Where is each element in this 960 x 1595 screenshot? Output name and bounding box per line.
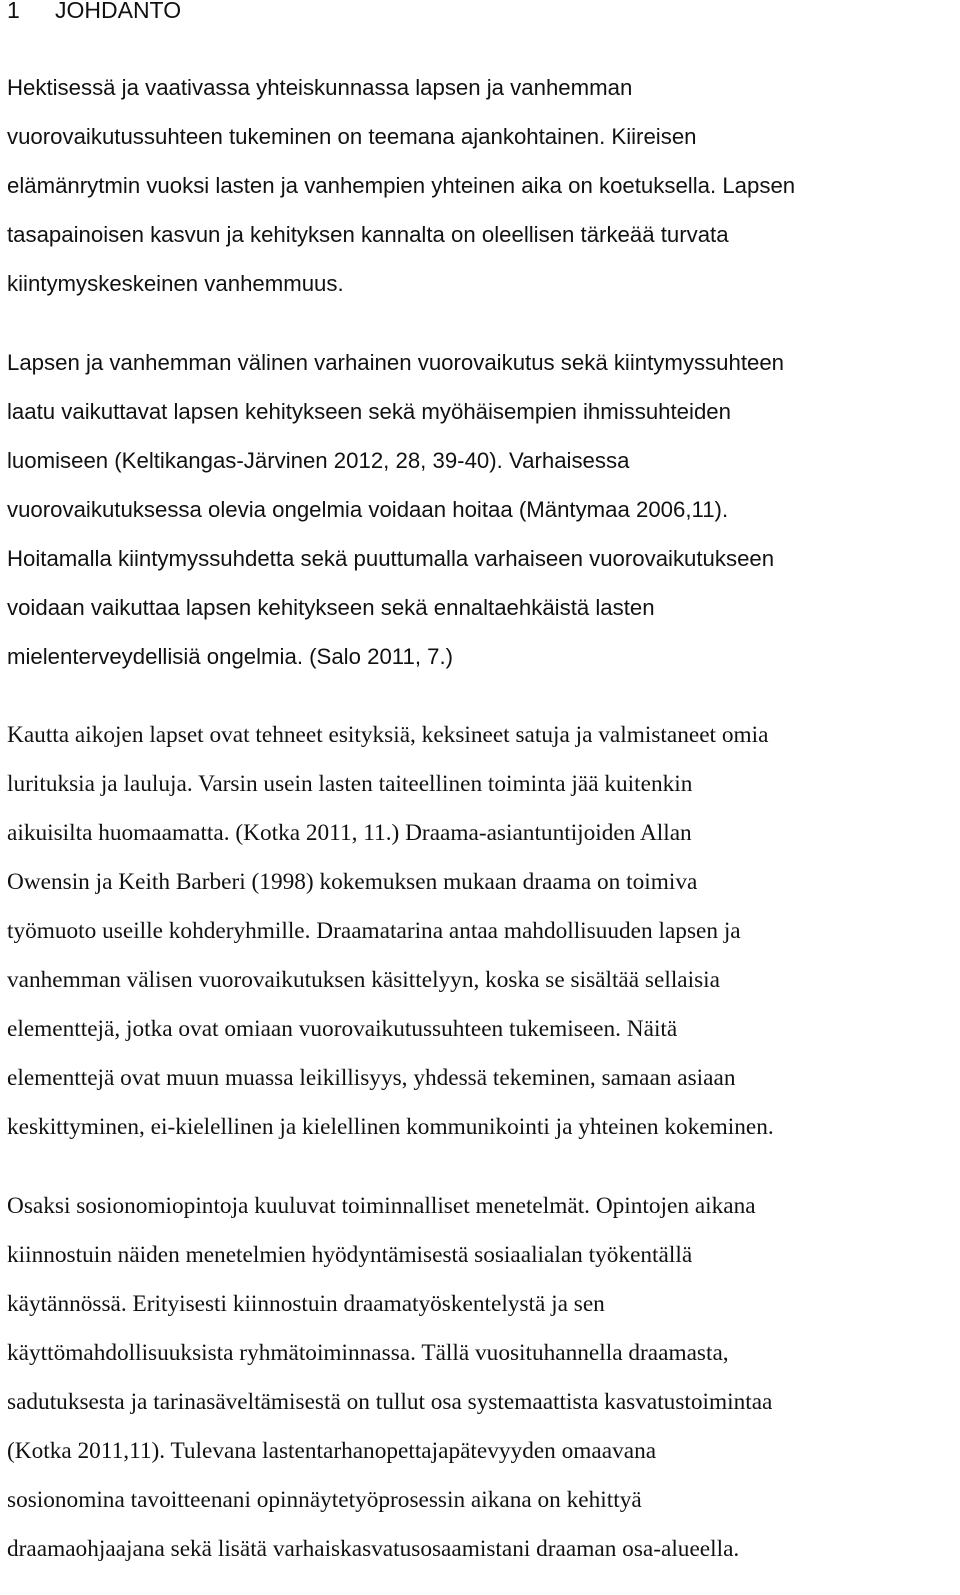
paragraph-line: elementtejä ovat muun muassa leikillisyys, yhdessä tekeminen, samaan asiaan (7, 1065, 736, 1091)
paragraph-line: draamaohjaajana sekä lisätä varhaiskasvatusosaamistani draaman osa-alueella. (7, 1536, 740, 1562)
paragraph-line: käyttömahdollisuuksista ryhmätoiminnassa. Tällä vuosituhannella draamasta, (7, 1340, 729, 1366)
paragraph-line: Kautta aikojen lapset ovat tehneet esityksiä, keksineet satuja ja valmistaneet omia (7, 722, 769, 748)
paragraph-line: elämänrytmin vuoksi lasten ja vanhempien yhteinen aika on koetuksella. Lapsen (7, 173, 796, 198)
paragraph-line: tasapainoisen kasvun ja kehityksen kannalta on oleellisen tärkeää turvata (7, 222, 729, 247)
paragraph-line: Osaksi sosionomiopintoja kuuluvat toiminnalliset menetelmät. Opintojen aikana (7, 1193, 756, 1219)
paragraph-line: luomiseen (Keltikangas-Järvinen 2012, 28, 39-40). Varhaisessa (7, 448, 630, 473)
paragraph-line: Hektisessä ja vaativassa yhteiskunnassa lapsen ja vanhemman (7, 75, 633, 100)
paragraph-line: käytännössä. Erityisesti kiinnostuin draamatyöskentelystä ja sen (7, 1291, 605, 1317)
paragraph-line: Hoitamalla kiintymyssuhdetta sekä puuttumalla varhaiseen vuorovaikutukseen (7, 546, 775, 571)
paragraph-drama (7, 711, 774, 1152)
section-heading (7, 0, 181, 24)
paragraph-line: kiintymyskeskeinen vanhemmuus. (7, 271, 344, 296)
paragraph-line: sosionomina tavoitteenani opinnäytetyöprosessin aikana on kehittyä (7, 1487, 642, 1513)
paragraph-attachment (7, 338, 784, 681)
paragraph-studies (7, 1182, 772, 1574)
paragraph-line: Owensin ja Keith Barberi (1998) kokemuksen mukaan draama on toimiva (7, 869, 698, 895)
section-title: JOHDANTO (55, 0, 182, 23)
paragraph-line: mielenterveydellisiä ongelmia. (Salo 2011, 7.) (7, 644, 454, 669)
paragraph-line: vanhemman välisen vuorovaikutuksen käsittelyyn, koska se sisältää sellaisia (7, 967, 720, 993)
paragraph-intro (7, 63, 795, 308)
section-number: 1 (7, 0, 20, 23)
paragraph-line: Lapsen ja vanhemman välinen varhainen vuorovaikutus sekä kiintymyssuhteen (7, 350, 785, 375)
paragraph-line: (Kotka 2011,11). Tulevana lastentarhanopettajapätevyyden omaavana (7, 1438, 657, 1464)
paragraph-line: voidaan vaikuttaa lapsen kehitykseen sekä ennaltaehkäistä lasten (7, 595, 655, 620)
paragraph-line: elementtejä, jotka ovat omiaan vuorovaikutussuhteen tukemiseen. Näitä (7, 1016, 678, 1042)
paragraph-line: kiinnostuin näiden menetelmien hyödyntämisestä sosiaalialan työkentällä (7, 1242, 693, 1268)
paragraph-line: keskittyminen, ei-kielellinen ja kielellinen kommunikointi ja yhteinen kokeminen. (7, 1114, 774, 1140)
paragraph-line: työmuoto useille kohderyhmille. Draamatarina antaa mahdollisuuden lapsen ja (7, 918, 741, 944)
paragraph-line: vuorovaikutussuhteen tukeminen on teemana ajankohtainen. Kiireisen (7, 124, 697, 149)
paragraph-line: vuorovaikutuksessa olevia ongelmia voidaan hoitaa (Mäntymaa 2006,11). (7, 497, 729, 522)
paragraph-line: aikuisilta huomaamatta. (Kotka 2011, 11.) Draama-asiantuntijoiden Allan (7, 820, 692, 846)
paragraph-line: laatu vaikuttavat lapsen kehitykseen sekä myöhäisempien ihmissuhteiden (7, 399, 731, 424)
paragraph-line: lurituksia ja lauluja. Varsin usein lasten taiteellinen toiminta jää kuitenkin (7, 771, 693, 797)
paragraph-line: sadutuksesta ja tarinasäveltämisestä on tullut osa systemaattista kasvatustoimintaa (7, 1389, 773, 1415)
